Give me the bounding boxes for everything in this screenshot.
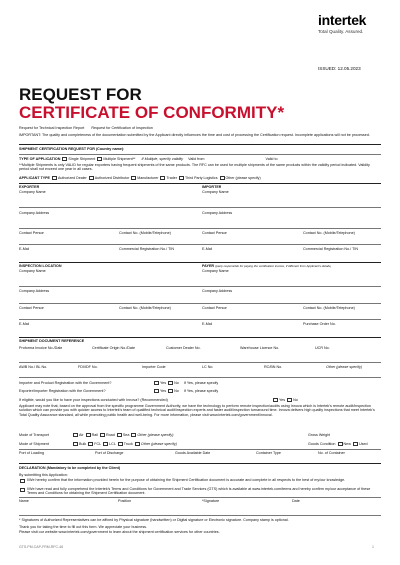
goods-available-date[interactable]: Goods Available Date	[175, 451, 211, 455]
declaration-2-checkbox[interactable]	[20, 488, 25, 492]
multiple-note: **Multiple Shipments is only VALID for regular exporters having frequent shipments of the same products. The RFC can be used for multiple shipments of the same products within the validity period indicated. Validity period shall not exceed one year in all cases.	[19, 163, 370, 172]
intertek-logo	[318, 12, 388, 46]
inspection-company-name[interactable]: Company Name	[19, 269, 46, 273]
manufacturer-checkbox[interactable]	[131, 176, 136, 180]
other-transport-label: Other (please specify)	[137, 433, 174, 437]
mode-of-shipment	[19, 442, 177, 446]
other-ref[interactable]: Other (please specify)	[326, 365, 363, 369]
q3-no-label: No	[293, 398, 298, 402]
q2-specify[interactable]: If Yes, please specify	[183, 389, 219, 393]
single-label: Single Shipment	[68, 157, 96, 161]
payer-company-address[interactable]: Company Address	[202, 289, 233, 293]
air-checkbox[interactable]	[73, 433, 78, 437]
air-label: Air	[79, 433, 84, 437]
goods-condition	[308, 442, 368, 446]
valid-from-label: Valid from	[188, 157, 205, 161]
exporter-heading: EXPORTER	[19, 185, 40, 189]
shipmode-label: Mode of Shipment	[19, 442, 49, 446]
mode-of-transport	[19, 433, 174, 437]
port-of-loading[interactable]: Port of Loading	[19, 451, 45, 455]
gross-weight[interactable]: Gross Weight	[308, 433, 331, 437]
other-transport-checkbox[interactable]	[131, 433, 136, 437]
third-party-logistics-label: Third Party Logistics	[184, 176, 218, 180]
lcl-label: LCL	[109, 442, 116, 446]
declaration-1: I/We hereby confirm that the information provided herein for the purpose of obtaining the Shipment Certification document is accurate and complete in all respects to the best of my/our knowledge.	[27, 478, 346, 482]
importer-heading: IMPORTER	[202, 185, 222, 189]
q3-yes-label: Yes	[279, 398, 286, 402]
road-label: Road	[105, 433, 115, 437]
q1-specify[interactable]: If Yes, please specify	[183, 381, 219, 385]
declaration-by: By submitting this Application:	[19, 473, 68, 477]
declaration-2: I/We have read and fully comprehend the Intertek's Terms and Conditions for Government and Trade Services (GTS) which is available at www.intertek.com/terms and hereby confirm my/our acceptance of these Terms and Conditions for obtaining the Shipment Certification document.	[27, 487, 371, 496]
other-applicant-checkbox[interactable]	[220, 176, 225, 180]
payer-contact-person[interactable]: Contact Person	[202, 306, 228, 310]
page-number: 1	[372, 545, 374, 549]
q-exporter-registration	[19, 389, 218, 393]
other-shipment-checkbox[interactable]	[135, 442, 140, 446]
road-checkbox[interactable]	[100, 433, 105, 437]
purchase-order-no[interactable]: Purchase Order No.	[303, 322, 336, 326]
type-of-application	[19, 157, 278, 161]
visit-website-note: Please visit our website www.intertek.com/government to learn about the shipment certification services for other countries.	[19, 530, 220, 534]
warehouse-licence[interactable]: Warehouse Licence No.	[240, 346, 280, 350]
used-checkbox[interactable]	[353, 442, 358, 446]
container-type[interactable]: Container Type	[256, 451, 281, 455]
q3-no-checkbox[interactable]	[287, 398, 292, 402]
logo-wordmark: intertek	[318, 12, 367, 28]
subtitle-technical: Request for Technical Inspection Report	[19, 126, 85, 130]
page-title	[19, 86, 284, 122]
q-innova	[19, 398, 298, 402]
importer-email[interactable]: E-Mail	[202, 247, 213, 251]
inspection-email[interactable]: E-Mail	[19, 322, 30, 326]
decl-position[interactable]: Position	[118, 499, 132, 503]
q1-label: Importer and Product Registration with the Government?	[19, 381, 112, 385]
shipdoc-heading: SHIPMENT DOCUMENT REFERENCE	[19, 339, 85, 343]
exporter-company-name[interactable]: Company Name	[19, 190, 46, 194]
bulk-checkbox[interactable]	[73, 442, 78, 446]
authorized-dealer-label: Authorized Dealer	[57, 176, 87, 180]
importer-contact-no[interactable]: Contact No. (Mobile/Telephone)	[303, 231, 355, 235]
payer-email[interactable]: E-Mail	[202, 322, 213, 326]
manufacturer-label: Manufacturer	[137, 176, 159, 180]
payer-note: (party responsible for paying the certification invoice, if different from Applicant's details)	[215, 264, 332, 268]
rail-checkbox[interactable]	[86, 433, 91, 437]
new-checkbox[interactable]	[338, 442, 343, 446]
q2-no-checkbox[interactable]	[168, 389, 173, 393]
applicant-type	[19, 176, 261, 180]
multiple-label: Multiple Shipment**	[103, 157, 136, 161]
new-label: New	[343, 442, 351, 446]
title-line2: CERTIFICATE OF CONFORMITY*	[19, 103, 285, 122]
request-country-label: SHIPMENT CERTIFICATION REQUEST FOR (Country name):	[19, 147, 125, 151]
payer-contact-no[interactable]: Contact No. (Mobile/Telephone)	[303, 306, 355, 310]
proforma-invoice[interactable]: Proforma Invoice No./Date	[19, 346, 63, 350]
inspection-company-address[interactable]: Company Address	[19, 289, 50, 293]
logo-tagline: Total Quality. Assured.	[318, 29, 364, 34]
importer-registration[interactable]: Commercial Registration No./ TIN	[303, 247, 359, 251]
applicant-type-label: APPLICANT TYPE	[19, 176, 50, 180]
rc-bn-no[interactable]: RC/BN No.	[264, 365, 283, 369]
validity-label: If Multiple, specify validity	[141, 157, 184, 161]
q2-yes-label: Yes	[160, 389, 167, 393]
multiple-shipment-checkbox[interactable]	[97, 157, 102, 161]
declaration-heading: DECLARATION (Mandatory to be completed by the Client)	[19, 466, 121, 470]
rail-label: Rail	[91, 433, 98, 437]
form-code: GTS-PM-CAP-FRM-RFC-46	[19, 545, 64, 549]
important-note: IMPORTANT: The quality and completeness of the documentation submitted by the Applicant directly influences the time and cost of processing the Certification request. Incomplete applications will not be processed.	[19, 133, 370, 137]
q1-no-label: No	[174, 381, 179, 385]
payer-company-name[interactable]: Company Name	[202, 269, 229, 273]
no-of-container[interactable]: No. of Container	[318, 451, 345, 455]
q2-label: Exporter/Importer Registration with the Government?	[19, 389, 106, 393]
other-shipment-label: Other (please specify)	[140, 442, 177, 446]
inspection-heading: INSPECTION LOCATION	[19, 264, 62, 268]
certificate-origin[interactable]: Certificate Origin No./Date	[92, 346, 136, 350]
decl-date[interactable]: Date	[292, 499, 300, 503]
declaration-1-checkbox[interactable]	[20, 479, 25, 483]
title-line1: REQUEST FOR	[19, 85, 142, 104]
third-party-logistics-checkbox[interactable]	[179, 176, 184, 180]
q1-no-checkbox[interactable]	[168, 381, 173, 385]
importer-company-address[interactable]: Company Address	[202, 211, 233, 215]
used-label: Used	[358, 442, 368, 446]
goods-condition-label: Goods Condition	[308, 442, 336, 446]
bulk-label: Bulk	[79, 442, 87, 446]
q1-yes-label: Yes	[160, 381, 167, 385]
exporter-registration[interactable]: Commercial Registration No./ TIN	[119, 247, 175, 251]
customer-dealer-no[interactable]: Customer Dealer No.	[166, 346, 201, 350]
trader-checkbox[interactable]	[160, 176, 165, 180]
payer-title: PAYER	[202, 264, 215, 268]
payer-heading	[202, 264, 331, 268]
authorized-distributor-checkbox[interactable]	[89, 176, 94, 180]
truck-checkbox[interactable]	[118, 442, 123, 446]
lcl-checkbox[interactable]	[103, 442, 108, 446]
signature-note: * Signatures of Authorized Representatives can be affixed by Physical signature (handwritten) or Digital signature or Electronic signature. Company stamp is optional.	[19, 518, 289, 522]
q2-yes-checkbox[interactable]	[154, 389, 159, 393]
importer-company-name[interactable]: Company Name	[202, 190, 229, 194]
q1-yes-checkbox[interactable]	[154, 381, 159, 385]
subtitle-options	[19, 126, 153, 130]
port-of-discharge[interactable]: Port of Discharge	[95, 451, 124, 455]
q3-yes-checkbox[interactable]	[273, 398, 278, 402]
innova-note: Applicant may note that, based on the approval from the specific programme Government Authority, we have the technology to perform remote inspection/audits using Innova which is Intertek's remote audit/inspection solution which can provide you with quicker access to Intertek's team of qualified technical audit/inspection experts and faster audit/inspection turnaround time. Innova delivers high quality inspections that meet Intertek's Total Quality Assurance standard, all while promoting public health and well-being. For more information, please visit www.intertek.com/government/innova/.	[19, 404, 375, 417]
importer-contact-person[interactable]: Contact Person	[202, 231, 228, 235]
transport-label: Mode of Transport	[19, 433, 49, 437]
q-product-registration	[19, 381, 218, 385]
inspection-contact-no[interactable]: Contact No. (Mobile/Telephone)	[119, 306, 171, 310]
authorized-distributor-label: Authorized Distributor	[94, 176, 130, 180]
sea-checkbox[interactable]	[117, 433, 122, 437]
lc-no[interactable]: LC No.	[202, 365, 214, 369]
decl-signature[interactable]: *Signature	[202, 499, 220, 503]
decl-name[interactable]: Name	[19, 499, 29, 503]
q3-label: If eligible, would you like to have your inspections conducted with Innova? (Recommended)	[19, 398, 168, 402]
trader-label: Trader	[166, 176, 177, 180]
exporter-email[interactable]: E-Mail	[19, 247, 30, 251]
fcl-label: FCL	[94, 442, 102, 446]
valid-to-label: Valid to	[265, 157, 278, 161]
fcl-checkbox[interactable]	[88, 442, 93, 446]
exporter-company-address[interactable]: Company Address	[19, 211, 50, 215]
subtitle-certification: Request for Certification of Inspection	[91, 126, 153, 130]
ucr-no[interactable]: UCR No.	[315, 346, 330, 350]
exporter-contact-no[interactable]: Contact No. (Mobile/Telephone)	[119, 231, 171, 235]
importer-code[interactable]: Importer Code	[142, 365, 166, 369]
authorized-dealer-checkbox[interactable]	[52, 176, 57, 180]
type-app-label: TYPE OF APPLICATION	[19, 157, 61, 161]
awb-bl-no[interactable]: AWB No./ BL No.	[19, 365, 48, 369]
thank-you-note: Thank you for taking the time to fill out this form. We appreciate your business.	[19, 525, 148, 529]
other-applicant-label: Other (please specify)	[225, 176, 261, 180]
truck-label: Truck	[123, 442, 133, 446]
exporter-contact-person[interactable]: Contact Person	[19, 231, 45, 235]
inspection-contact-person[interactable]: Contact Person	[19, 306, 45, 310]
sea-label: Sea	[122, 433, 130, 437]
single-shipment-checkbox[interactable]	[62, 157, 67, 161]
fdi-idf-no[interactable]: FDI/IDF No.	[78, 365, 98, 369]
issued-date: ISSUED: 12.05.2023	[318, 67, 361, 71]
q2-no-label: No	[174, 389, 179, 393]
